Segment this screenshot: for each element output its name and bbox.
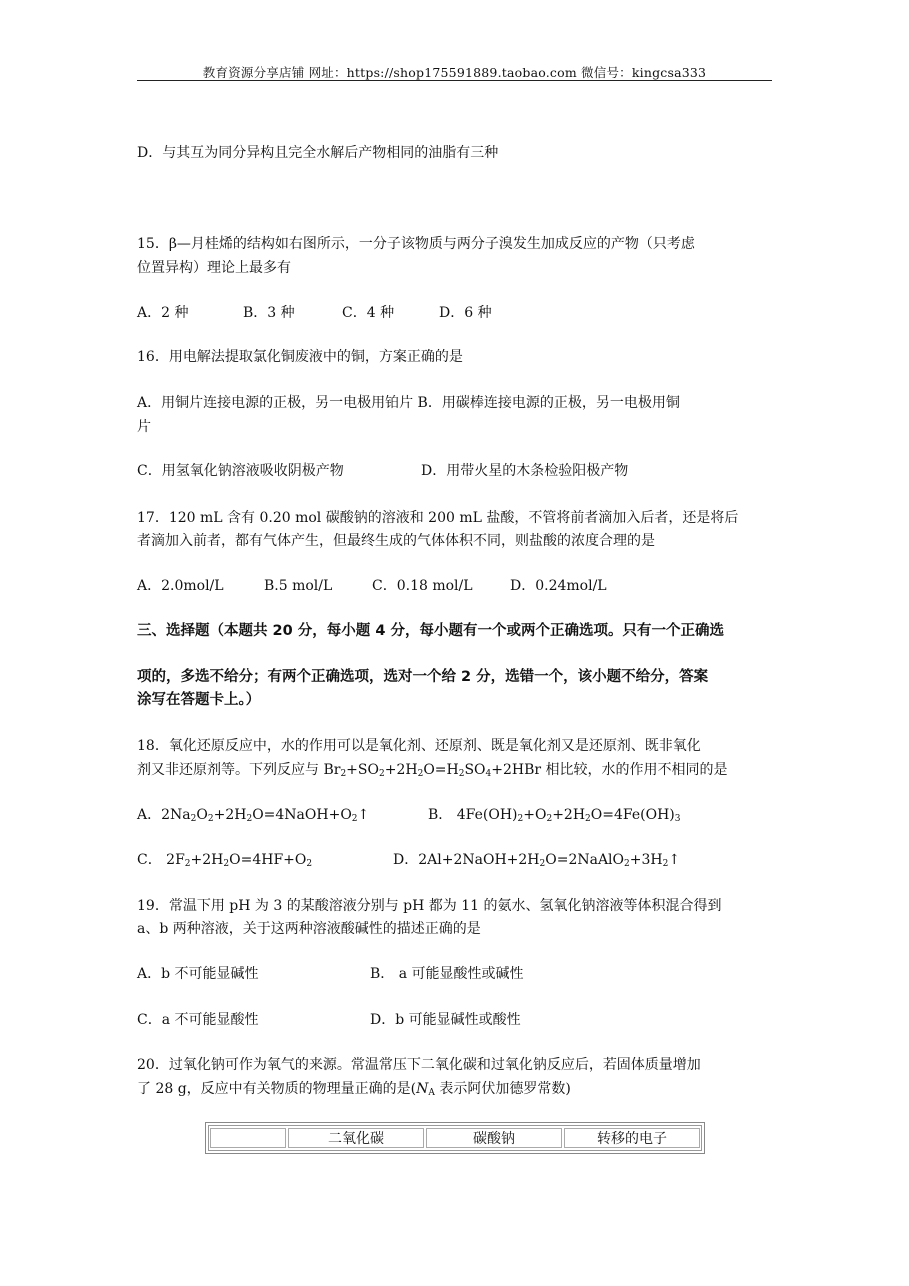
q16-options-ab: A．用铜片连接电源的正极，另一电极用铂片 B．用碳棒连接电源的正极，另一电极用铜: [137, 395, 680, 411]
q16-options-ab-cont: 片: [137, 419, 151, 435]
q16-option-d: D．用带火星的木条检验阳极产物: [421, 463, 629, 479]
q19-option-c: C．a 不可能显酸性: [137, 1012, 259, 1028]
q17-option-a: A．2.0mol/L: [137, 578, 224, 594]
table-header-carbon-dioxide: 二氧化碳: [288, 1128, 424, 1148]
q15-option-d: D．6 种: [439, 305, 492, 321]
page-header: 教育资源分享店铺 网址：https://shop175591889.taobao.com 微信号：kingcsa333: [202, 65, 707, 80]
q18-option-c: C． $2F_2+2H_2O=4HF+O_2$: [137, 852, 313, 869]
header-rule: [137, 80, 772, 81]
table-header-sodium-carbonate: 碳酸钠: [426, 1128, 562, 1148]
table-header-electrons-transferred: 转移的电子: [564, 1128, 700, 1148]
q17-stem-line1: 17．120 mL 含有 0.20 mol 碳酸钠的溶液和 200 mL 盐酸，不管将前者滴加入后者，还是将后: [137, 510, 739, 526]
q17-stem-line2: 者滴加入前者，都有气体产生，但最终生成的气体体积不同，则盐酸的浓度合理的是: [137, 533, 655, 549]
q15-option-a: A．2 种: [137, 305, 189, 321]
q16-option-c: C．用氢氧化钠溶液吸收阴极产物: [137, 463, 344, 479]
q16-stem: 16．用电解法提取氯化铜废液中的铜，方案正确的是: [137, 349, 463, 365]
q19-stem-line2: a、b 两种溶液，关于这两种溶液酸碱性的描述正确的是: [137, 921, 481, 937]
q20-stem-line1: 20．过氧化钠可作为氧气的来源。常温常压下二氧化碳和过氧化钠反应后，若固体质量增加: [137, 1057, 701, 1073]
q17-option-c: C．0.18 mol/L: [372, 578, 473, 594]
q18-option-b: B． $4Fe(OH)_2+O_2+2H_2O=4Fe(OH)_3$: [428, 807, 681, 824]
q19-option-b: B． a 可能显酸性或碱性: [370, 966, 524, 982]
q18-option-a: A．$2Na_2O_2+2H_2O=4NaOH+O_2↑$: [137, 807, 370, 824]
q15-option-c: C．4 种: [342, 305, 395, 321]
q19-option-a: A．b 不可能显碱性: [137, 966, 259, 982]
q20-stem-line2: 了 28 g，反应中有关物质的物理量正确的是($N_A$ 表示阿伏加德罗常数): [137, 1081, 571, 1098]
q19-option-d: D．b 可能显碱性或酸性: [370, 1012, 521, 1028]
q15-stem-line2: 位置异构）理论上最多有: [137, 260, 291, 276]
table-header-blank: [210, 1128, 286, 1148]
q18-stem-line2: 剂又非还原剂等。下列反应与 $Br_2+SO_2+2H_2O=H_2SO_4+2HBr$ 相比较，水的作用不相同的是: [137, 762, 728, 779]
section3-heading-line2: 项的，多选不给分；有两个正确选项，选对一个给 2 分，选错一个，该小题不给分，答案: [137, 669, 709, 685]
section3-heading-line3: 涂写在答题卡上。）: [137, 692, 261, 708]
q14-option-d: D．与其互为同分异构且完全水解后产物相同的油脂有三种: [137, 145, 499, 161]
q20-answer-table: [205, 1122, 705, 1154]
q19-stem-line1: 19．常温下用 pH 为 3 的某酸溶液分别与 pH 都为 11 的氨水、氢氧化钠溶液等体积混合得到: [137, 898, 722, 914]
q18-option-d: D．$2Al+2NaOH+2H_2O=2NaAlO_2+3H_2↑$: [393, 852, 681, 869]
q18-stem-line1: 18．氧化还原反应中，水的作用可以是氧化剂、还原剂、既是氧化剂又是还原剂、既非氧化: [137, 738, 701, 754]
q15-option-b: B．3 种: [243, 305, 295, 321]
q15-stem-line1: 15．β—月桂烯的结构如右图所示，一分子该物质与两分子溴发生加成反应的产物（只考虑: [137, 236, 695, 252]
q17-option-b: B.5 mol/L: [264, 578, 333, 594]
section3-heading-line1: 三、选择题（本题共 20 分，每小题 4 分，每小题有一个或两个正确选项。只有一个正确选: [137, 623, 724, 639]
q17-option-d: D．0.24mol/L: [510, 578, 607, 594]
